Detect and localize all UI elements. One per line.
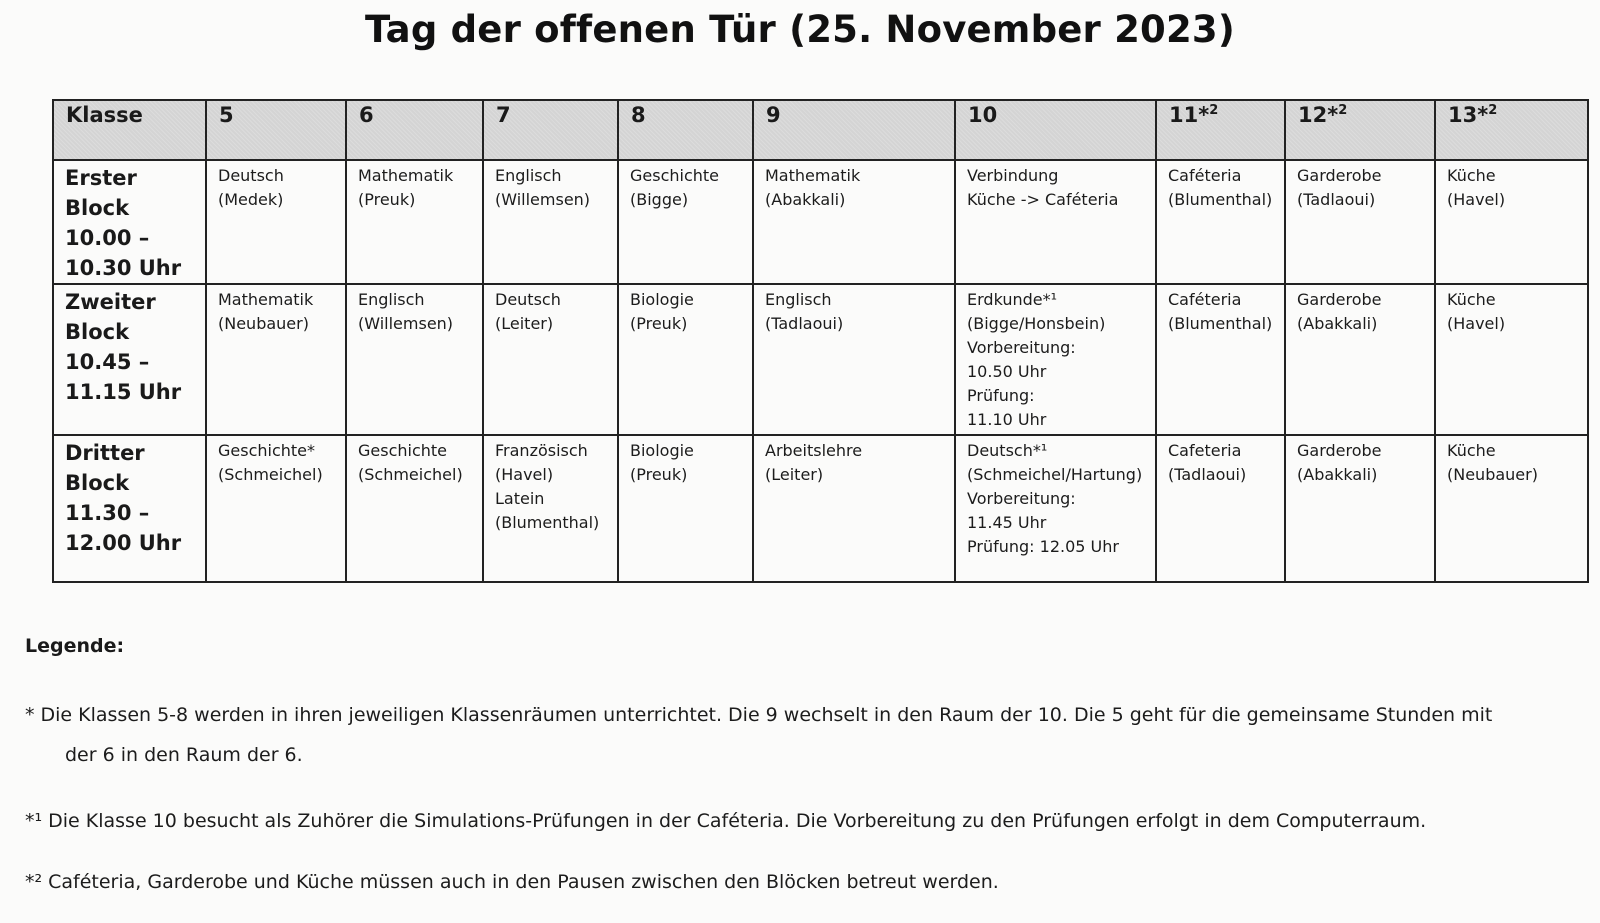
table-cell: Geschichte (Bigge) (618, 160, 753, 284)
table-cell: Arbeitslehre (Leiter) (753, 435, 955, 582)
footnote-marker: *¹ (25, 810, 43, 832)
table-cell: Erdkunde*¹ (Bigge/Honsbein) Vorbereitung: 10.50 Uhr Prüfung: 11.10 Uhr (955, 284, 1156, 435)
column-header-class-11: 11*$^2$ (1156, 100, 1285, 160)
legend-note-text: Die Klasse 10 besucht als Zuhörer die Simulations-Prüfungen in der Caféteria. Die Vorbereitung zu den Prüfungen erfolgt in dem Computerraum. (48, 810, 1427, 832)
table-cell: Biologie (Preuk) (618, 284, 753, 435)
table-row (53, 435, 1588, 582)
schedule-table (52, 99, 1589, 583)
table-cell: Geschichte* (Schmeichel) (206, 435, 346, 582)
table-cell: Englisch (Tadlaoui) (753, 284, 955, 435)
footnote-marker: * (25, 704, 35, 726)
block-label: Erster Block 10.00 – 10.30 Uhr (53, 160, 206, 284)
column-header-class-10: 10 (955, 100, 1156, 160)
column-header-class-9: 9 (753, 100, 955, 160)
table-cell: Verbindung Küche -> Caféteria (955, 160, 1156, 284)
legend-note (25, 695, 1565, 775)
table-cell: Garderobe (Abakkali) (1285, 284, 1435, 435)
table-cell: Cafeteria (Tadlaoui) (1156, 435, 1285, 582)
table-cell: Mathematik (Preuk) (346, 160, 483, 284)
table-cell: Französisch (Havel) Latein (Blumenthal) (483, 435, 618, 582)
table-cell: Deutsch (Leiter) (483, 284, 618, 435)
block-label: Dritter Block 11.30 – 12.00 Uhr (53, 435, 206, 582)
legend-note (25, 862, 1565, 902)
table-cell: Englisch (Willemsen) (483, 160, 618, 284)
table-cell: Mathematik (Abakkali) (753, 160, 955, 284)
table-cell: Deutsch*¹ (Schmeichel/Hartung) Vorbereitung: 11.45 Uhr Prüfung: 12.05 Uhr (955, 435, 1156, 582)
column-header-class-6: 6 (346, 100, 483, 160)
column-header-class-8: 8 (618, 100, 753, 160)
table-cell: Garderobe (Abakkali) (1285, 435, 1435, 582)
table-cell: Mathematik (Neubauer) (206, 284, 346, 435)
legend-note-text: Caféteria, Garderobe und Küche müssen auch in den Pausen zwischen den Blöcken betreut werden. (48, 871, 999, 893)
table-cell: Deutsch (Medek) (206, 160, 346, 284)
column-header-klasse: Klasse (53, 100, 206, 160)
table-cell: Caféteria (Blumenthal) (1156, 284, 1285, 435)
table-row (53, 284, 1588, 435)
table-cell: Biologie (Preuk) (618, 435, 753, 582)
column-header-class-5: 5 (206, 100, 346, 160)
legend-note (25, 801, 1565, 841)
table-cell: Küche (Havel) (1435, 284, 1588, 435)
table-cell: Garderobe (Tadlaoui) (1285, 160, 1435, 284)
page-title: Tag der offenen Tür (25. November 2023) (365, 8, 1235, 51)
footnote-marker: *² (25, 871, 43, 893)
table-cell: Caféteria (Blumenthal) (1156, 160, 1285, 284)
column-header-class-7: 7 (483, 100, 618, 160)
table-cell: Küche (Neubauer) (1435, 435, 1588, 582)
column-header-class-13: 13*$^2$ (1435, 100, 1588, 160)
block-label: Zweiter Block 10.45 – 11.15 Uhr (53, 284, 206, 435)
table-header-row (53, 100, 1588, 160)
table-cell: Geschichte (Schmeichel) (346, 435, 483, 582)
table-cell: Englisch (Willemsen) (346, 284, 483, 435)
table-row (53, 160, 1588, 284)
column-header-class-12: 12*$^2$ (1285, 100, 1435, 160)
legend-note-text: Die Klassen 5-8 werden in ihren jeweiligen Klassenräumen unterrichtet. Die 9 wechselt in den Raum der 10. Die 5 geht für die gemeinsame Stunden mit (40, 704, 1493, 726)
legend-heading: Legende: (25, 635, 125, 657)
table-cell: Küche (Havel) (1435, 160, 1588, 284)
legend-note-continuation: der 6 in den Raum der 6. (65, 744, 303, 766)
